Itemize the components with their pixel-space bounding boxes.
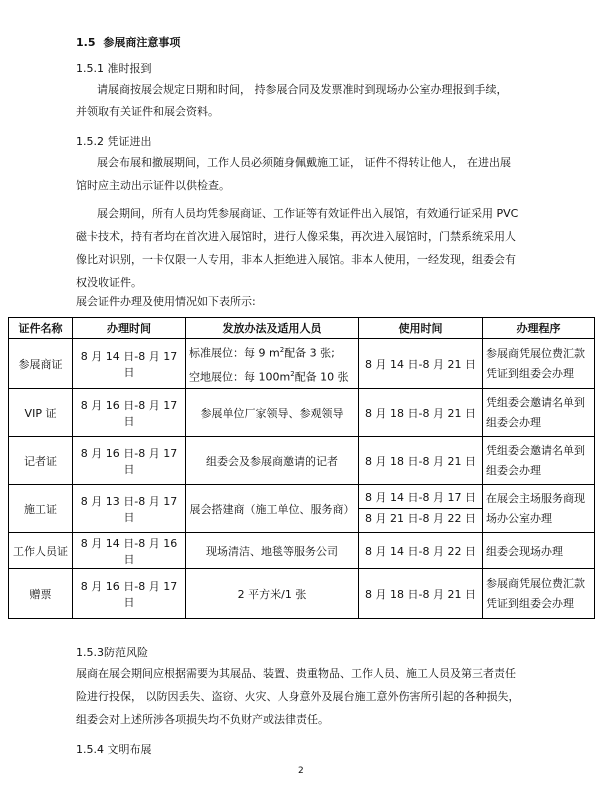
issue-line: 标准展位：每 9 $m^2$配备 3 张;	[189, 345, 335, 360]
subsection-heading-1-5-4: 1.5.4 文明布展	[76, 743, 152, 756]
table-row	[9, 437, 595, 485]
procedure: 凭组委会邀请名单到 组委会办理	[483, 389, 595, 437]
use-time: 8 月 18 日-8 月 21 日	[359, 389, 483, 437]
procedure: 组委会现场办理	[483, 533, 595, 569]
use-time: 8 月 18 日-8 月 21 日	[359, 437, 483, 485]
paragraph-line: 展会布展和撤展期间，工作人员必须随身佩戴施工证， 证件不得转让他人， 在进出展	[97, 156, 511, 169]
paragraph-line: 权没收证件。	[76, 276, 142, 289]
issue-method	[186, 339, 359, 389]
paragraph-line: 并领取有关证件和展会资料。	[76, 105, 219, 118]
subsection-heading-1-5-2: 1.5.2 凭证进出	[76, 135, 152, 148]
apply-time: 8 月 16 日-8 月 17 日	[73, 389, 186, 437]
column-header: 发放办法及适用人员	[186, 318, 359, 339]
issue-method: 参展单位厂家领导、参观领导	[186, 389, 359, 437]
use-time: 8 月 14 日-8 月 21 日	[359, 339, 483, 389]
paragraph-line: 馆时应主动出示证件以供检查。	[76, 179, 230, 192]
use-time: 8 月 18 日-8 月 21 日	[359, 569, 483, 619]
cert-name: 施工证	[9, 485, 73, 533]
apply-time: 8 月 14 日-8 月 17 日	[73, 339, 186, 389]
column-header: 办理程序	[483, 318, 595, 339]
apply-time: 8 月 16 日-8 月 17 日	[73, 437, 186, 485]
page-number: 2	[298, 766, 304, 776]
use-time: 8 月 14 日-8 月 17 日 8 月 21 日-8 月 22 日	[359, 485, 483, 533]
paragraph-line: 磁卡技术，持有者均在首次进入展馆时，进行人像采集，再次进入展馆时，门禁系统采用人	[76, 230, 516, 243]
section-heading	[76, 34, 180, 50]
procedure: 参展商凭展位费汇款 凭证到组委会办理	[483, 569, 595, 619]
subsection-heading-1-5-3: 1.5.3防范风险	[76, 646, 148, 659]
cert-name: VIP 证	[9, 389, 73, 437]
issue-method: 展会搭建商（施工单位、服务商）	[186, 485, 359, 533]
table-row	[9, 339, 595, 389]
cert-name: 赠票	[9, 569, 73, 619]
procedure: 参展商凭展位费汇款 凭证到组委会办理	[483, 339, 595, 389]
section-title: 参展商注意事项	[103, 36, 181, 49]
paragraph-line: 展会期间，所有人员均凭参展商证、工作证等有效证件出入展馆，有效通行证采用 PVC	[97, 207, 519, 220]
cert-name: 记者证	[9, 437, 73, 485]
issue-method: 组委会及参展商邀请的记者	[186, 437, 359, 485]
table-row	[9, 389, 595, 437]
table-header-row	[9, 318, 595, 339]
procedure: 凭组委会邀请名单到 组委会办理	[483, 437, 595, 485]
apply-time: 8 月 14 日-8 月 16 日	[73, 533, 186, 569]
paragraph-line: 组委会对上述所涉各项损失均不负财产或法律责任。	[76, 713, 329, 726]
table-row	[9, 485, 595, 533]
paragraph-line: 像比对识别，一卡仅限一人专用，非本人拒绝进入展馆。非本人使用，一经发现，组委会有	[76, 253, 516, 266]
issue-line: 空地展位：每 $100m^2$配备 10 张	[189, 369, 349, 384]
section-number: 1.5	[76, 36, 96, 49]
column-header: 证件名称	[9, 318, 73, 339]
paragraph-line: 险进行投保， 以防因丢失、盗窃、火灾、人身意外及展台施工意外伤害所引起的各种损失，	[76, 690, 520, 703]
table-intro: 展会证件办理及使用情况如下表所示:	[76, 295, 256, 308]
use-time: 8 月 14 日-8 月 22 日	[359, 533, 483, 569]
table-row	[9, 569, 595, 619]
cert-name: 工作人员证	[9, 533, 73, 569]
paragraph-line: 请展商按展会规定日期和时间， 持参展合同及发票准时到现场办公室办理报到手续，	[97, 83, 508, 96]
column-header: 使用时间	[359, 318, 483, 339]
apply-time: 8 月 16 日-8 月 17 日	[73, 569, 186, 619]
apply-time: 8 月 13 日-8 月 17 日	[73, 485, 186, 533]
certificate-table	[8, 317, 595, 619]
issue-method: 2 平方米/1 张	[186, 569, 359, 619]
procedure: 在展会主场服务商现 场办公室办理	[483, 485, 595, 533]
column-header: 办理时间	[73, 318, 186, 339]
cert-name: 参展商证	[9, 339, 73, 389]
paragraph-line: 展商在展会期间应根据需要为其展品、装置、贵重物品、工作人员、施工人员及第三者责任	[76, 667, 516, 680]
subsection-heading-1-5-1: 1.5.1 准时报到	[76, 62, 152, 75]
issue-method: 现场清洁、地毯等服务公司	[186, 533, 359, 569]
table-row	[9, 533, 595, 569]
